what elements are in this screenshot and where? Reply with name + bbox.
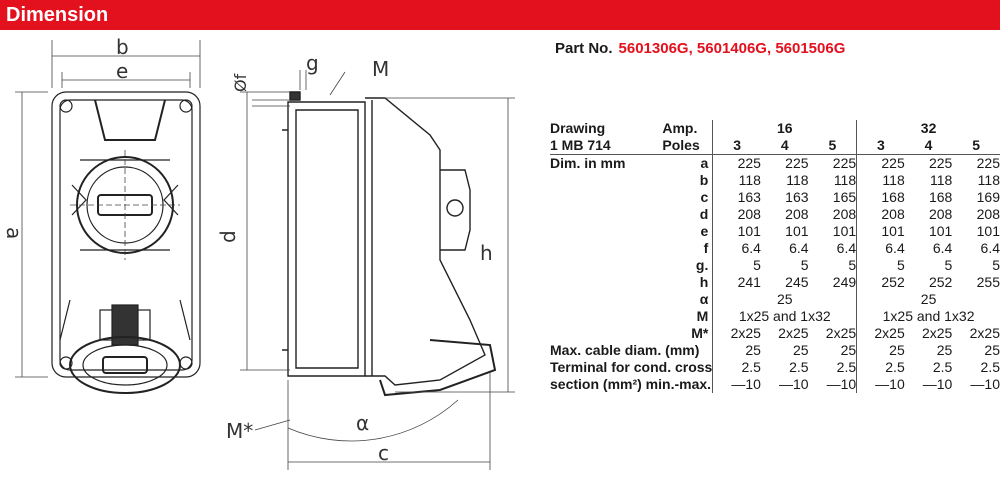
- param-cell: g.: [695, 257, 709, 273]
- amp-group-16: 16: [713, 120, 857, 137]
- label-m-star: M*: [226, 419, 254, 443]
- table-row: [550, 172, 1000, 189]
- table-cell: 5: [992, 257, 1000, 273]
- param-cell: d: [699, 206, 709, 222]
- table-cell: 5: [848, 257, 857, 273]
- dim-label: Dim. in mm: [550, 155, 626, 171]
- dimension-drawing: [0, 30, 535, 480]
- table-cell: —10: [826, 376, 857, 392]
- table-cell: 2.5: [789, 359, 809, 375]
- part-numbers: 5601306G, 5601406G, 5601506G: [618, 40, 846, 57]
- table-cell: —10: [857, 376, 905, 393]
- label-c: c: [378, 441, 389, 465]
- table-cell: 2.5: [980, 359, 1000, 375]
- table-cell: 118: [977, 172, 1000, 188]
- table-cell: 6.4: [857, 240, 905, 257]
- label-f: Øf: [231, 73, 250, 92]
- table-row-alpha: [550, 291, 1000, 308]
- pole-cell: 4: [905, 137, 953, 155]
- pole-cell: 3: [857, 137, 905, 155]
- pole-cell: 4: [761, 137, 809, 155]
- table-cell: 118: [857, 172, 905, 189]
- table-cell: 208: [976, 206, 1000, 222]
- table-cell: 2.5: [713, 359, 761, 376]
- table-cell: 101: [832, 223, 857, 239]
- pole-cell: 5: [809, 137, 857, 155]
- section-header: [0, 0, 1000, 30]
- table-cell: 25: [857, 342, 905, 359]
- table-cell: 101: [857, 223, 905, 240]
- alpha-value-32: 25: [857, 291, 1000, 308]
- pole-cell: 5: [952, 137, 1000, 155]
- table-cell: 2.5: [857, 359, 905, 376]
- table-cell: —10: [713, 376, 761, 393]
- table-cell: 255: [976, 274, 1000, 290]
- label-d: d: [216, 230, 240, 243]
- table-cell: 101: [785, 223, 809, 239]
- m-value-32: 1x25 and 1x32: [857, 308, 1000, 325]
- table-cell: 25: [792, 342, 809, 358]
- param-cell: h: [699, 274, 709, 290]
- table-cell: 5: [944, 257, 953, 273]
- table-cell: 101: [976, 223, 1000, 239]
- label-a: a: [2, 227, 26, 240]
- table-cell: 118: [786, 172, 809, 188]
- side-view: [282, 92, 495, 395]
- table-cell: 252: [928, 274, 953, 290]
- table-cell: 25: [713, 342, 761, 359]
- table-cell: 6.4: [836, 240, 857, 256]
- table-cell: 208: [832, 206, 857, 222]
- table-cell: —10: [778, 376, 809, 392]
- label-alpha: α: [356, 411, 370, 435]
- table-cell: 118: [833, 172, 857, 188]
- table-cell: 6.4: [713, 240, 761, 257]
- label-m: M: [372, 57, 390, 81]
- label-b: b: [116, 35, 129, 59]
- param-m-star: M*: [691, 325, 709, 341]
- table-cell: 2.5: [932, 359, 953, 375]
- drawing-label: Drawing: [550, 120, 606, 136]
- table-header-poles: [550, 137, 1000, 155]
- table-cell: 2x25: [825, 325, 857, 341]
- table-cell: 165: [832, 189, 857, 205]
- table-cell: 241: [713, 274, 761, 291]
- table-cell: 6.4: [932, 240, 953, 256]
- table-row: [550, 155, 1000, 173]
- table-cell: 5: [713, 257, 761, 274]
- amp-group-32: 32: [857, 120, 1000, 137]
- table-cell: 168: [857, 189, 905, 206]
- section-title: Dimension: [6, 4, 109, 26]
- table-cell: 225: [976, 155, 1000, 171]
- table-cell: 2x25: [921, 325, 953, 341]
- table-cell: 2x25: [969, 325, 1000, 341]
- pole-cell: 3: [713, 137, 761, 155]
- param-cell: c: [700, 189, 709, 205]
- table-cell: 2x25: [857, 325, 905, 342]
- table-cell: 208: [713, 206, 761, 223]
- param-cell: e: [700, 223, 709, 239]
- table-cell: 5: [800, 257, 809, 273]
- table-row: [550, 189, 1000, 206]
- param-cell: b: [699, 172, 709, 188]
- table-row-terminal-2: [550, 376, 1000, 393]
- table-cell: 118: [930, 172, 953, 188]
- amp-label: Amp.: [662, 120, 698, 136]
- part-number-line: [555, 40, 845, 57]
- terminal-label-2: section (mm²) min.-max.: [550, 376, 712, 392]
- param-cell: a: [700, 155, 709, 171]
- table-cell: 208: [785, 206, 809, 222]
- alpha-value-16: 25: [713, 291, 857, 308]
- m-value-16: 1x25 and 1x32: [713, 308, 857, 325]
- table-row-cable: [550, 342, 1000, 359]
- poles-label: Poles: [662, 137, 712, 155]
- table-cell: 25: [936, 342, 953, 358]
- table-cell: 2x25: [713, 325, 761, 342]
- table-cell: 25: [840, 342, 857, 358]
- table-cell: 225: [857, 155, 905, 173]
- terminal-label-1: Terminal for cond. cross: [550, 359, 713, 375]
- table-cell: —10: [970, 376, 1000, 392]
- param-cell: f: [703, 240, 709, 256]
- label-g: g: [306, 51, 319, 75]
- table-cell: 2x25: [778, 325, 809, 341]
- table-row-m-star: [550, 325, 1000, 342]
- table-cell: 25: [984, 342, 1000, 358]
- table-cell: 208: [928, 206, 953, 222]
- part-number-label: Part No.: [555, 40, 613, 57]
- table-cell: 5: [857, 257, 905, 274]
- table-cell: 163: [713, 189, 761, 206]
- table-cell: 168: [928, 189, 953, 205]
- table-cell: 118: [713, 172, 761, 189]
- table-cell: 225: [713, 155, 761, 173]
- table-cell: 225: [785, 155, 809, 171]
- table-cell: 208: [857, 206, 905, 223]
- table-cell: 6.4: [789, 240, 809, 256]
- table-cell: 169: [976, 189, 1000, 205]
- cable-label: Max. cable diam. (mm): [550, 342, 700, 358]
- drawing-number: 1 MB 714: [550, 137, 662, 155]
- table-cell: 101: [928, 223, 953, 239]
- table-row: [550, 223, 1000, 240]
- front-view: [52, 92, 200, 393]
- table-cell: 225: [832, 155, 857, 171]
- table-row: [550, 206, 1000, 223]
- table-cell: 6.4: [980, 240, 1000, 256]
- table-cell: 163: [785, 189, 809, 205]
- table-cell: 225: [928, 155, 953, 171]
- table-row-terminal-1: [550, 359, 1000, 376]
- table-row-m: [550, 308, 1000, 325]
- table-cell: 245: [785, 274, 809, 290]
- table-cell: 249: [832, 274, 857, 290]
- dimension-table: [550, 120, 1000, 393]
- table-cell: 252: [857, 274, 905, 291]
- table-header-amp: [550, 120, 1000, 137]
- table-cell: 2.5: [836, 359, 857, 375]
- label-e: e: [116, 59, 129, 83]
- table-cell: —10: [922, 376, 953, 392]
- label-h: h: [480, 241, 493, 265]
- table-cell: 101: [713, 223, 761, 240]
- table-row: [550, 274, 1000, 291]
- param-alpha: α: [699, 291, 709, 307]
- dimension-rows: [550, 155, 1000, 292]
- table-row: [550, 257, 1000, 274]
- table-row: [550, 240, 1000, 257]
- param-m: M: [696, 308, 709, 324]
